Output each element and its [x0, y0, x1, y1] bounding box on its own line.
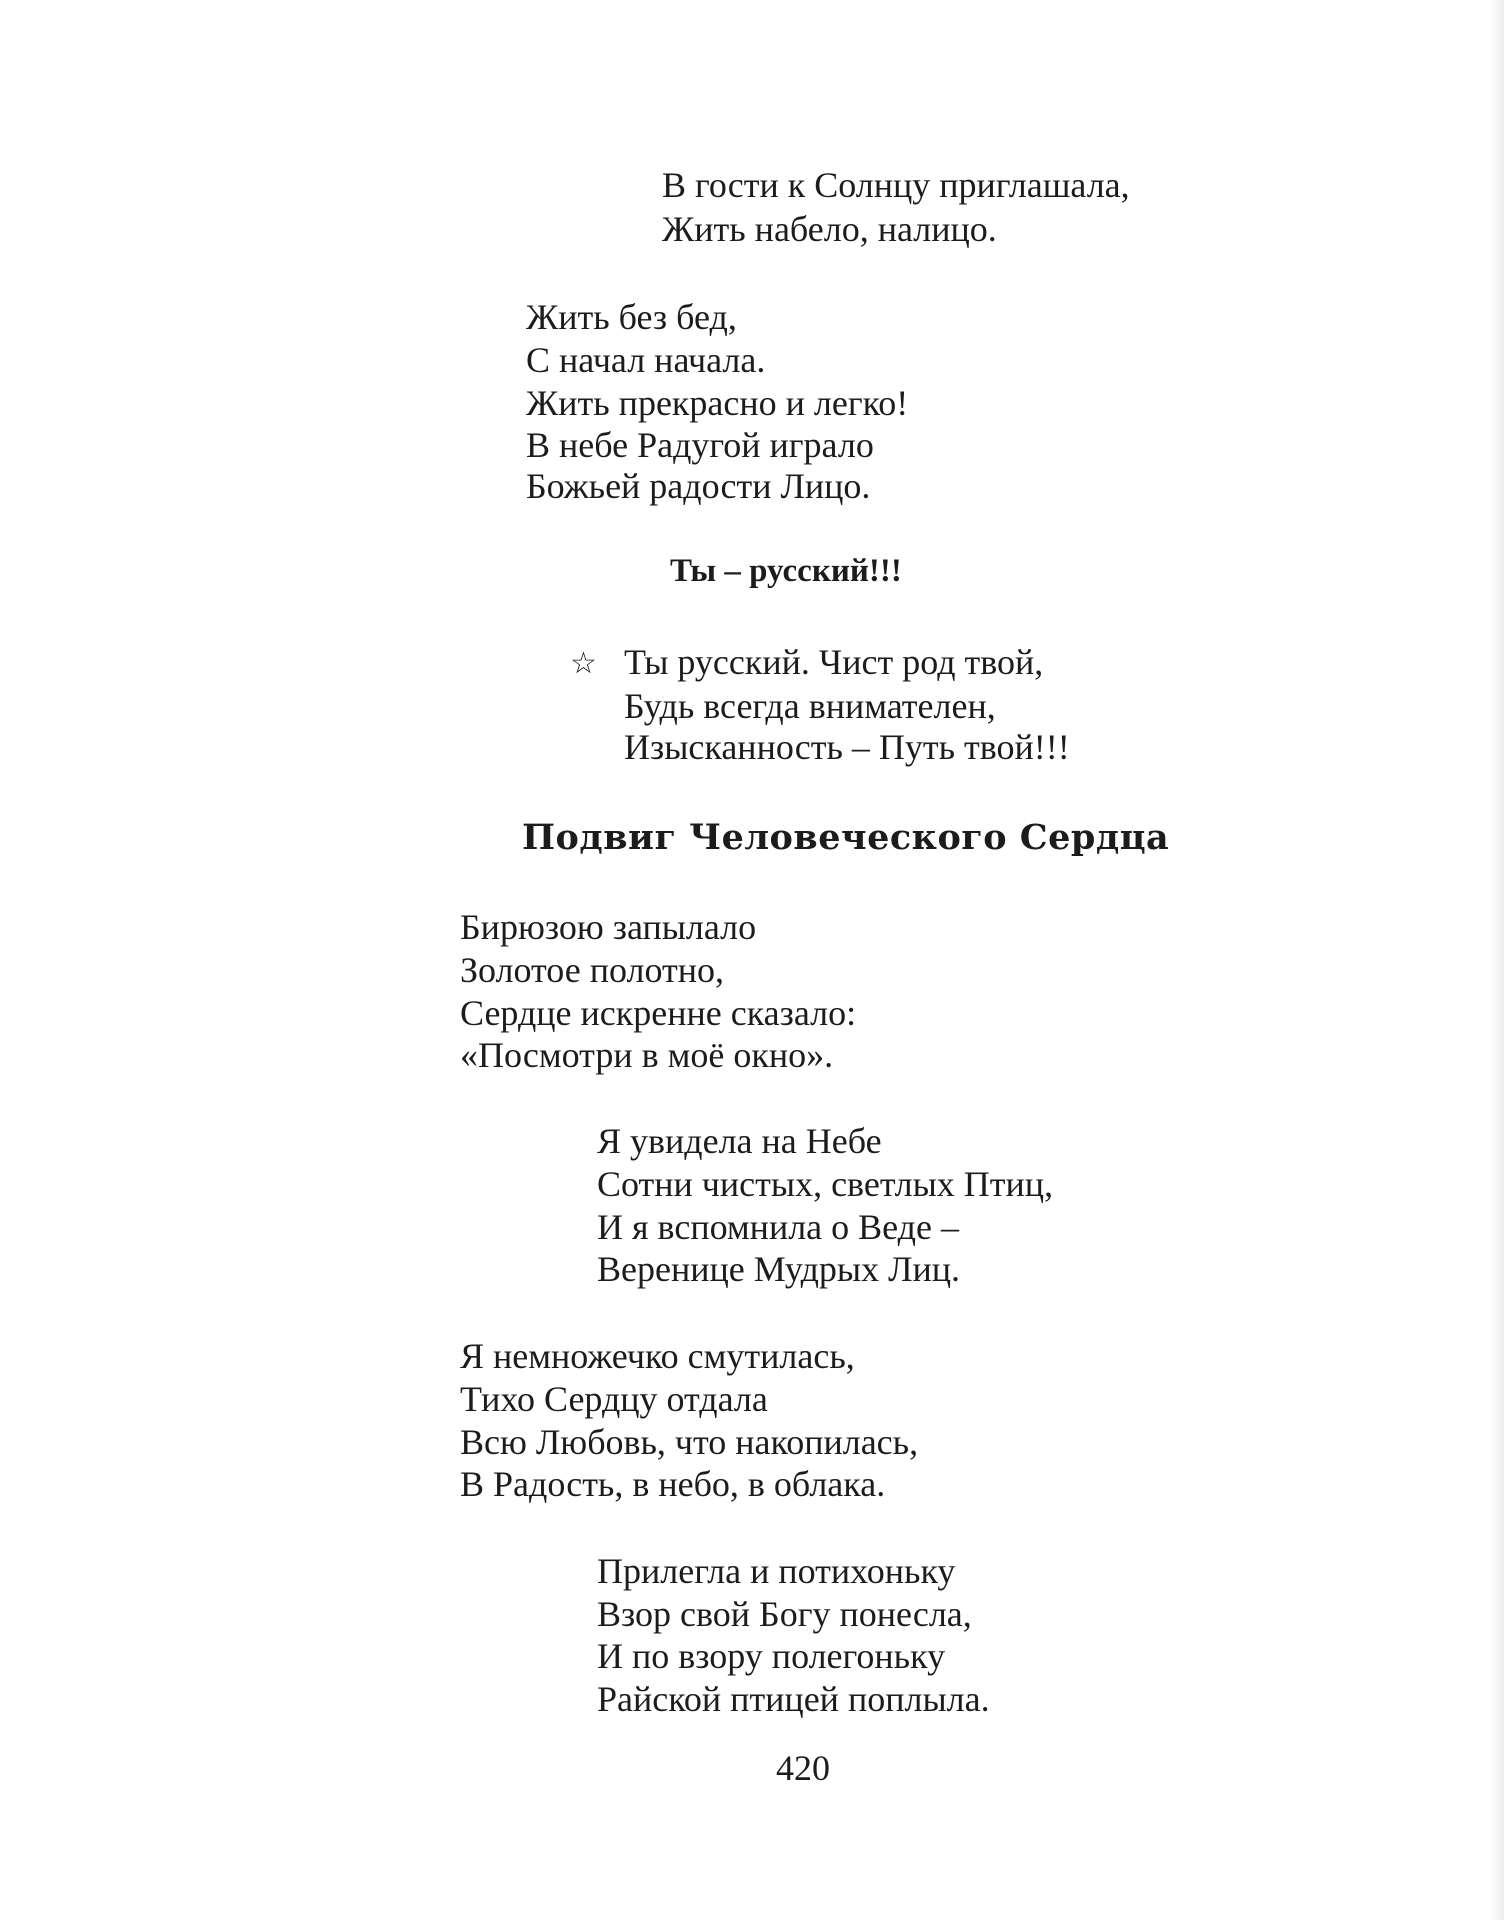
poem-line: Божьей радости Лицо. — [526, 466, 871, 506]
star-icon: ☆ — [570, 646, 597, 681]
poem-line: Всю Любовь, что накопилась, — [460, 1422, 919, 1462]
poem-line: В гости к Солнцу приглашала, — [662, 165, 1130, 205]
poem-line: Я немножечко смутилась, — [460, 1336, 855, 1376]
poem-line: Веренице Мудрых Лиц. — [597, 1249, 961, 1289]
poem-line: Сердце искренне сказало: — [460, 993, 857, 1033]
poem-line: Тихо Сердцу отдала — [460, 1379, 768, 1419]
poem-line: «Посмотри в моё окно». — [460, 1035, 834, 1075]
poem-line: Будь всегда внимателен, — [624, 686, 996, 726]
page-number: 420 — [776, 1748, 830, 1788]
poem-title: Ты – русский!!! — [670, 553, 902, 589]
poem-line: Золотое полотно, — [460, 950, 725, 990]
poem-line: И я вспомнила о Веде – — [597, 1207, 959, 1247]
poem-line: С начал начала. — [526, 340, 766, 380]
poem-line: Изысканность – Путь твой!!! — [624, 727, 1070, 767]
poem-line: И по взору полегоньку — [597, 1636, 946, 1676]
poem-line: Жить прекрасно и легко! — [526, 383, 909, 423]
poem-line: Прилегла и потихоньку — [597, 1551, 956, 1591]
page-edge-shadow — [1490, 0, 1504, 1920]
poem-line: Райской птицей поплыла. — [597, 1679, 990, 1719]
poem-line: Сотни чистых, светлых Птиц, — [597, 1164, 1054, 1204]
poem-line: В небе Радугой играло — [526, 425, 874, 465]
poem-title: Подвиг Человеческого Сердца — [522, 817, 1170, 858]
poem-line: Жить набело, налицо. — [662, 209, 997, 249]
poem-line: Я увидела на Небе — [597, 1121, 882, 1161]
poem-line: Ты русский. Чист род твой, — [624, 642, 1044, 682]
poem-line: В Радость, в небо, в облака. — [460, 1464, 886, 1504]
poem-line: Жить без бед, — [526, 297, 737, 337]
poem-line: Взор свой Богу понесла, — [597, 1594, 972, 1634]
poem-line: Бирюзою запылало — [460, 907, 757, 947]
